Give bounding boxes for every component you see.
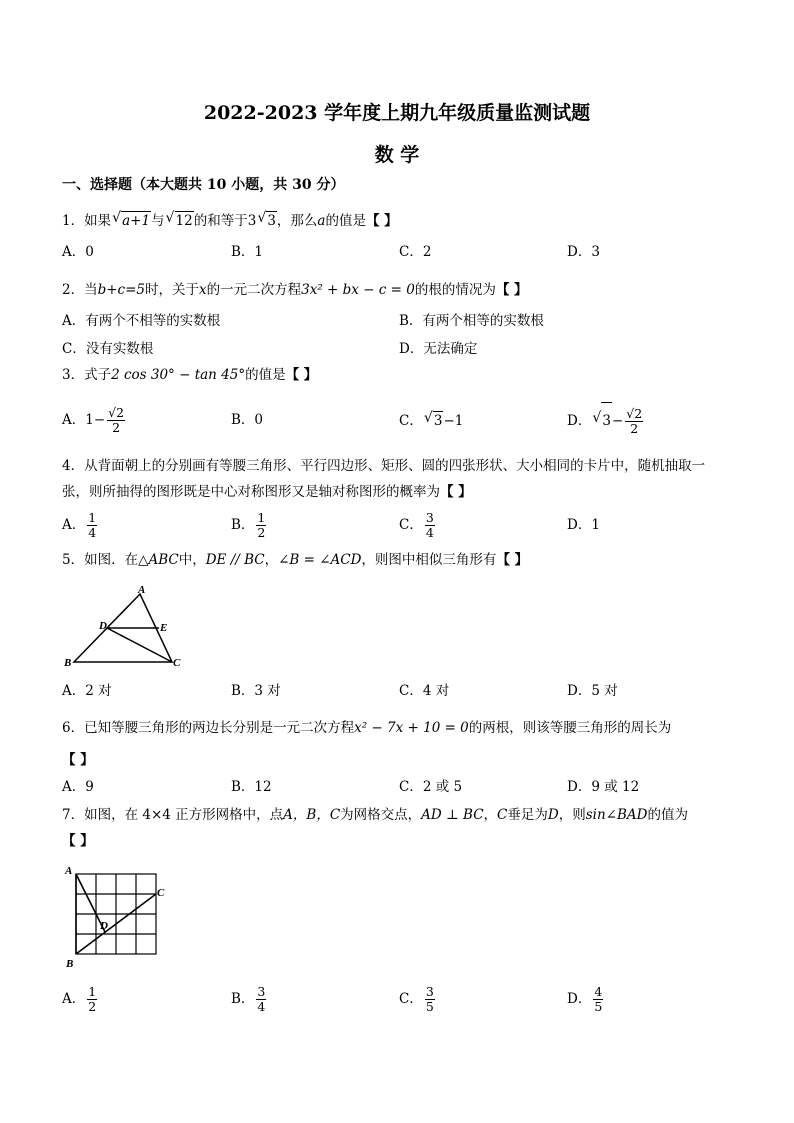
q7-option-a: A． $\frac{1}{2}$ bbox=[62, 984, 97, 1014]
q7-answer-bracket: 【 】 bbox=[62, 833, 94, 849]
section-heading: 一、选择题（本大题共 10 小题，共 30 分） bbox=[62, 177, 345, 193]
q7-label-b: B bbox=[66, 958, 74, 970]
question-4-line-2: 张，则所抽得的图形既是中心对称图形又是轴对称图形的概率为【 】 bbox=[62, 484, 472, 500]
q7-option-b: B． $\frac{3}{4}$ bbox=[231, 984, 266, 1014]
q7-option-c: C． $\frac{3}{5}$ bbox=[399, 984, 434, 1014]
q4-option-b: B． $\frac{1}{2}$ bbox=[231, 510, 266, 540]
q2-option-b: B．有两个相等的实数根 bbox=[399, 313, 544, 329]
q1-option-d: D．3 bbox=[567, 244, 600, 260]
q4-option-a: A． $\frac{1}{4}$ bbox=[62, 510, 97, 540]
q5-option-d: D．5 对 bbox=[567, 683, 618, 699]
question-6: 6．已知等腰三角形的两边长分别是一元二次方程x² − 7x + 10 = 0的两根，则该等腰三角形的周长为 bbox=[62, 720, 672, 736]
q1-option-c: C．2 bbox=[399, 244, 432, 260]
q5-label-e: E bbox=[160, 622, 168, 634]
q7-option-d: D． $\frac{4}{5}$ bbox=[567, 984, 603, 1014]
q5-option-b: B．3 对 bbox=[231, 683, 281, 699]
q2-option-c: C．没有实数根 bbox=[62, 341, 154, 357]
q4-option-d: D．1 bbox=[567, 517, 600, 533]
q3-option-d: D．√ 3− $\frac{√2}{2}$ bbox=[567, 402, 645, 439]
q1-option-b: B．1 bbox=[231, 244, 264, 260]
question-4-line-1: 4．从背面朝上的分别画有等腰三角形、平行四边形、矩形、圆的四张形状、大小相同的卡片中，随机抽取一 bbox=[62, 458, 706, 474]
q7-label-d: D bbox=[100, 920, 108, 932]
q2-option-a: A．有两个不相等的实数根 bbox=[62, 313, 221, 329]
q5-triangle-figure bbox=[62, 584, 192, 672]
q2-option-d: D．无法确定 bbox=[399, 341, 478, 357]
question-1: 1．如果√ a+1与√ 12的和等于3√ 3，那么a的值是【 】 bbox=[62, 211, 398, 230]
q6-option-a: A．9 bbox=[62, 779, 94, 795]
q5-option-c: C．4 对 bbox=[399, 683, 450, 699]
q3-option-b: B．0 bbox=[231, 412, 264, 428]
question-5: 5．如图．在△ABC中，DE // BC，∠B = ∠ACD，则图中相似三角形有【 】 bbox=[62, 552, 529, 568]
q6-option-c: C．2 或 5 bbox=[399, 779, 463, 795]
q5-label-c: C bbox=[173, 657, 181, 669]
q5-label-a: A bbox=[138, 584, 146, 596]
q5-option-a: A．2 对 bbox=[62, 683, 112, 699]
question-2: 2．当b+c=5时，关于x的一元二次方程3x² + bx − c = 0的根的情况为【 】 bbox=[62, 282, 528, 298]
q5-label-d: D bbox=[99, 620, 107, 632]
q1-option-a: A．0 bbox=[62, 244, 94, 260]
subject-title: 数 学 bbox=[374, 144, 420, 166]
q6-option-b: B．12 bbox=[231, 779, 272, 795]
q5-label-b: B bbox=[64, 657, 72, 669]
q7-label-a: A bbox=[65, 865, 73, 877]
q6-answer-bracket: 【 】 bbox=[62, 752, 94, 768]
question-7: 7．如图，在 4×4 正方形网格中，点A，B，C为网格交点，AD ⊥ BC，C垂足为D，则sin∠BAD的值为 bbox=[62, 807, 688, 823]
q7-grid-figure bbox=[62, 862, 172, 974]
exam-title: 2022-2023 学年度上期九年级质量监测试题 bbox=[203, 102, 591, 124]
q6-option-d: D．9 或 12 bbox=[567, 779, 640, 795]
question-3: 3．式子2 cos 30° − tan 45°的值是【 】 bbox=[62, 367, 318, 383]
q7-label-c: C bbox=[157, 887, 165, 899]
q3-option-a: A．1− $\frac{√2}{2}$ bbox=[62, 405, 125, 435]
q4-option-c: C． $\frac{3}{4}$ bbox=[399, 510, 434, 540]
q3-option-c: C．√ 3−1 bbox=[399, 411, 463, 430]
